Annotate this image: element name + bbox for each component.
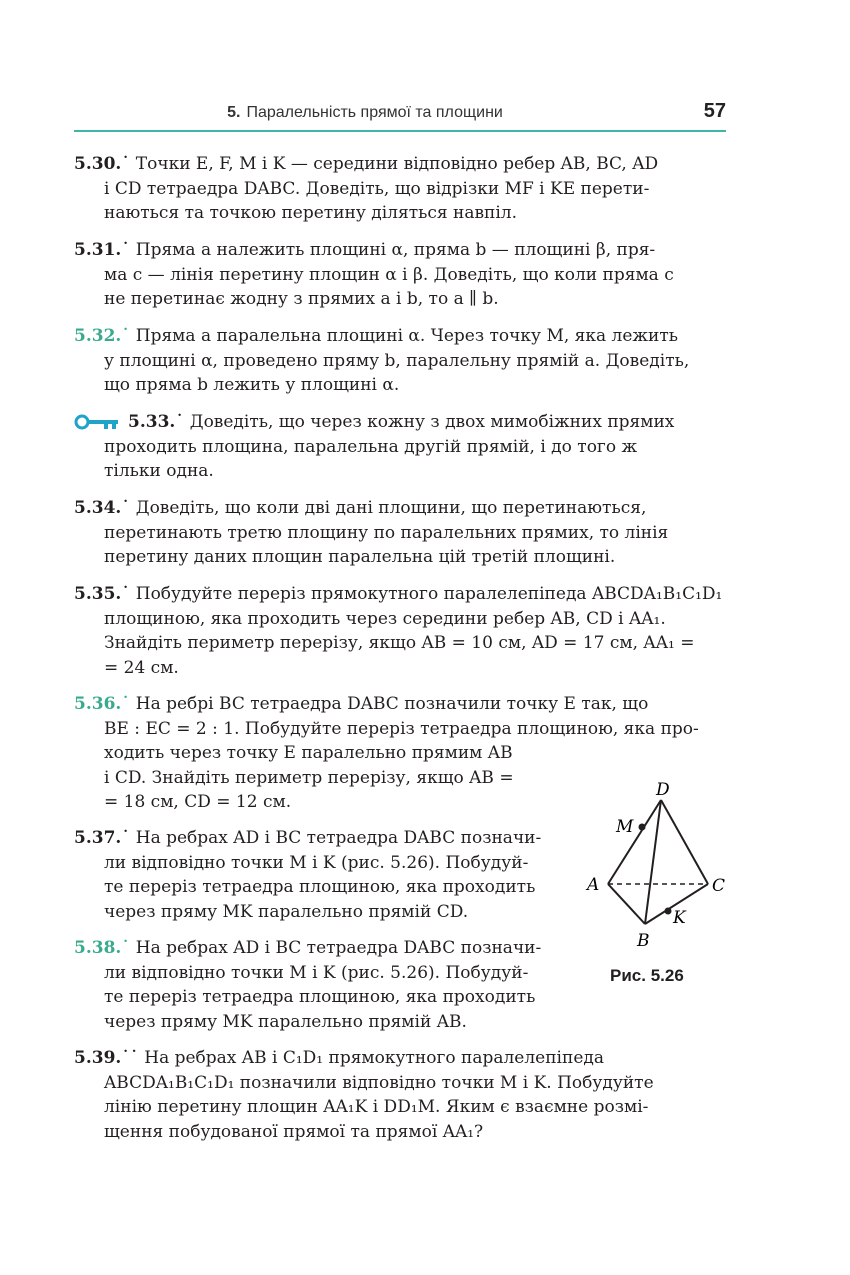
problem-line bbox=[74, 152, 726, 177]
problem-number: 5.35.˙ bbox=[74, 584, 136, 604]
problem-number: 5.38.˙ bbox=[74, 938, 136, 958]
problem-line bbox=[74, 826, 564, 851]
problem-line: Знайдіть периметр перерізу, якщо AB = 10 см, AD = 17 см, AA₁ = bbox=[104, 633, 695, 653]
problem-line: перетинають третю площину по паралельних прямих, то лінія bbox=[104, 522, 669, 543]
problem-text: Пряма a належить площині α, пряма b — площині β, пря- bbox=[135, 240, 656, 260]
problem-number: 5.31.˙ bbox=[74, 240, 136, 260]
problem-number: 5.34.˙ bbox=[74, 498, 136, 518]
problem-text: На ребрах AD і BC тетраедра DABC позначи- bbox=[135, 938, 542, 958]
problem bbox=[74, 238, 726, 312]
tetrahedron-figure bbox=[578, 776, 728, 996]
problem-line: перетину даних площин паралельна цій третій площині. bbox=[104, 547, 616, 567]
problem-text: На ребрі BC тетраедра DABC позначили точку E так, що bbox=[135, 694, 649, 714]
problem-line: і CD. Знайдіть периметр перерізу, якщо AB = bbox=[104, 767, 514, 788]
problem-text: Побудуйте переріз прямокутного паралелепіпеда ABCDA₁B₁C₁D₁ bbox=[135, 584, 723, 604]
label-c: C bbox=[712, 876, 726, 896]
problem-line bbox=[74, 1046, 726, 1071]
problem-line: = 24 см. bbox=[104, 657, 179, 678]
problem-line: тільки одна. bbox=[104, 461, 214, 481]
problem-number: 5.36.˙ bbox=[74, 694, 136, 714]
figure-caption: Рис. 5.26 bbox=[610, 966, 684, 985]
problem-line bbox=[74, 936, 564, 961]
problem-line: і CD тетраедра DABC. Доведіть, що відрізки MF і KE перети- bbox=[104, 178, 650, 199]
problem-line bbox=[74, 496, 726, 521]
problem bbox=[74, 1046, 726, 1144]
problem bbox=[74, 826, 564, 924]
problem bbox=[104, 410, 726, 484]
problem-number: 5.33.˙ bbox=[128, 412, 190, 432]
problem-number: 5.32.˙ bbox=[74, 326, 136, 346]
problem-text: Пряма a паралельна площині α. Через точку M, яка лежить bbox=[135, 326, 679, 346]
label-a: A bbox=[587, 875, 600, 895]
problem-line: через пряму MK паралельно прямій AB. bbox=[104, 1011, 467, 1032]
chapter-title bbox=[74, 104, 656, 122]
problem-text: Доведіть, що коли дві дані площини, що перетинаються, bbox=[135, 498, 647, 518]
page-number: 57 bbox=[703, 100, 726, 122]
problem-line: BE : EC = 2 : 1. Побудуйте переріз тетраедра площиною, яка про- bbox=[104, 718, 699, 739]
problem-line: = 18 см, CD = 12 см. bbox=[104, 792, 292, 812]
problem bbox=[74, 936, 564, 1034]
problem-line bbox=[74, 324, 726, 349]
key-icon bbox=[74, 413, 120, 431]
label-k: K bbox=[673, 908, 686, 928]
problem-line: лінію перетину площин AA₁K і DD₁M. Яким є взаємне розмі- bbox=[104, 1097, 649, 1117]
problem-text: На ребрах AD і BC тетраедра DABC позначи- bbox=[135, 828, 542, 848]
problem-text: Доведіть, що через кожну з двох мимобіжних прямих bbox=[189, 412, 675, 432]
problem-line: у площині α, проведено пряму b, паралельну прямій a. Доведіть, bbox=[104, 350, 690, 371]
point-m bbox=[639, 824, 646, 831]
problem-line: ли відповідно точки M і K (рис. 5.26). Побудуй- bbox=[104, 852, 529, 873]
problem-line: ABCDA₁B₁C₁D₁ позначили відповідно точки M і K. Побудуйте bbox=[104, 1072, 654, 1093]
problem bbox=[74, 582, 726, 680]
problem-line: площиною, яка проходить через середини ребер AB, CD і AA₁. bbox=[104, 608, 666, 629]
problem-line: те переріз тетраедра площиною, яка проходить bbox=[104, 987, 536, 1007]
problem-line: ли відповідно точки M і K (рис. 5.26). Побудуй- bbox=[104, 962, 529, 983]
problem-line: щення побудованої прямої та прямої AA₁? bbox=[104, 1121, 484, 1142]
chapter-title-text: Паралельність прямої та площини bbox=[246, 104, 503, 121]
problem-number: 5.39.˙˙ bbox=[74, 1048, 145, 1068]
page-header bbox=[74, 96, 726, 132]
problem bbox=[74, 324, 726, 398]
problem-line: проходить площина, паралельна другій прямій, і до того ж bbox=[104, 436, 638, 457]
label-b: B bbox=[637, 931, 650, 951]
problem-line: ходить через точку E паралельно прямим AB bbox=[104, 743, 513, 763]
problem-line bbox=[74, 692, 726, 717]
problem-text: На ребрах AB і C₁D₁ прямокутного паралелепіпеда bbox=[144, 1048, 604, 1068]
problem-line: те переріз тетраедра площиною, яка проходить bbox=[104, 877, 536, 897]
problem-number: 5.37.˙ bbox=[74, 828, 136, 848]
chapter-number: 5. bbox=[227, 104, 241, 121]
problem-line bbox=[128, 410, 726, 435]
problem-line: наються та точкою перетину діляться навпіл. bbox=[104, 203, 518, 223]
problem-number: 5.30.˙ bbox=[74, 154, 136, 174]
problem bbox=[74, 152, 726, 226]
problem-line: через пряму MK паралельно прямій CD. bbox=[104, 901, 469, 922]
problem bbox=[74, 496, 726, 570]
problem-line: не перетинає жодну з прямих a і b, то a ∥ b. bbox=[104, 289, 499, 309]
problem-line bbox=[74, 238, 726, 263]
problem-text: Точки E, F, M і K — середини відповідно ребер AB, BC, AD bbox=[135, 154, 659, 174]
point-k bbox=[665, 908, 672, 915]
label-m: M bbox=[616, 817, 634, 837]
problem-line: ма c — лінія перетину площин α і β. Доведіть, що коли пряма c bbox=[104, 264, 674, 285]
problem-line: що пряма b лежить у площині α. bbox=[104, 375, 400, 395]
label-d: D bbox=[656, 780, 670, 800]
problem-line bbox=[74, 582, 726, 607]
